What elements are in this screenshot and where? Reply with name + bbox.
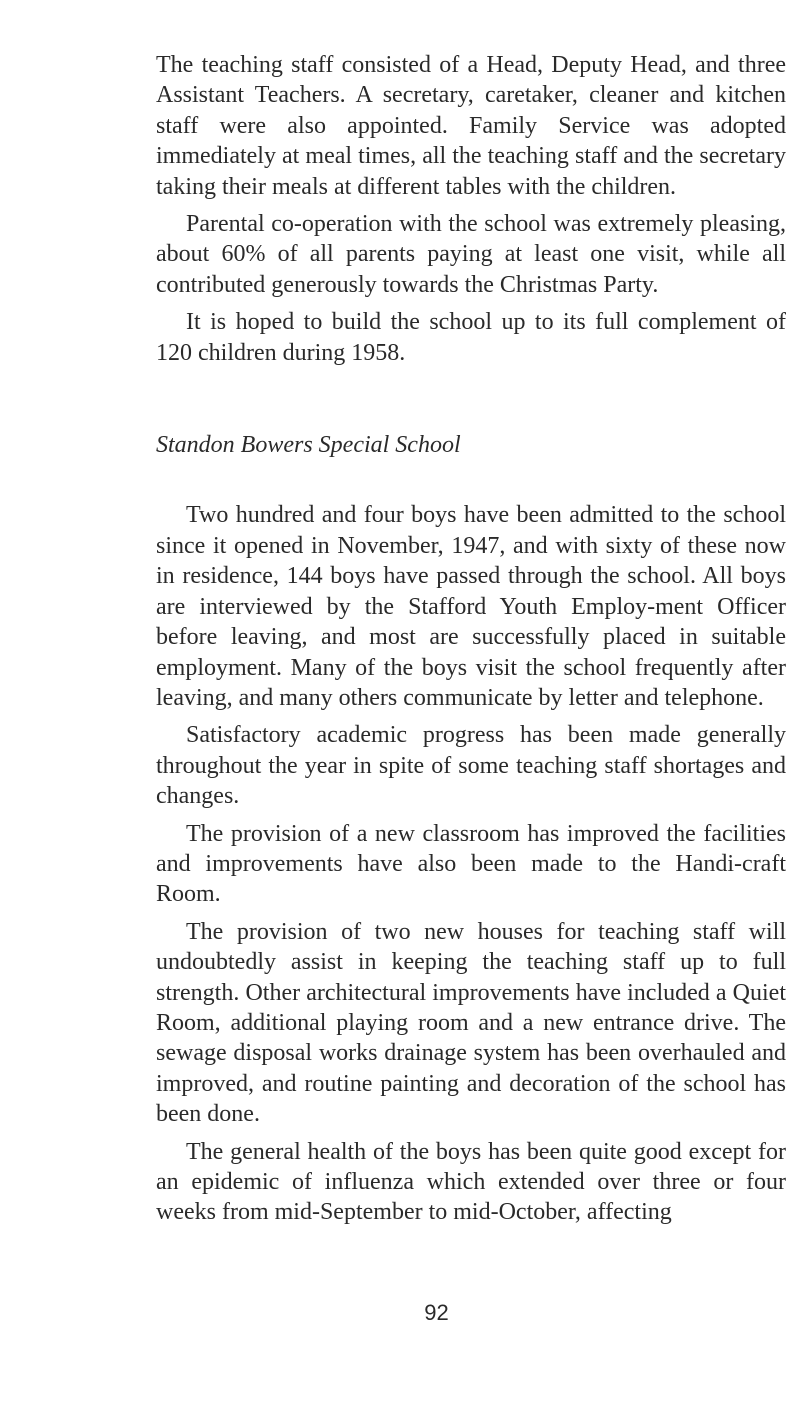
section-heading: Standon Bowers Special School	[156, 432, 461, 459]
paragraph-full-complement: It is hoped to build the school up to its full complement of 120 children during 1958.	[156, 309, 786, 366]
document-page	[156, 50, 786, 1228]
paragraph-new-classroom: The provision of a new classroom has improved the facilities and improvements have also been made to the Handi-craft Room.	[156, 820, 786, 908]
paragraph-general-health: The general health of the boys has been quite good except for an epidemic of influenza which extended over three or four weeks from mid-September to mid-October, affecting	[156, 1138, 786, 1226]
paragraph-new-houses: The provision of two new houses for teaching staff will undoubtedly assist in keeping the teaching staff up to full strength. Other architectural improvements have included a Quiet Room, additional playing room and a new entrance drive. The sewage disposal works drainage system has been overhauled and improved, and routine painting and decoration of the school has been done.	[156, 918, 786, 1128]
paragraph-teaching-staff: The teaching staff consisted of a Head, Deputy Head, and three Assistant Teachers. A secretary, caretaker, cleaner and kitchen staff were also appointed. Family Service was adopted immediately at meal times, all the teaching staff and the secretary taking their meals at different tables with the children.	[156, 52, 786, 200]
paragraph-academic-progress: Satisfactory academic progress has been made generally throughout the year in spite of some teaching staff shortages and changes.	[156, 722, 786, 810]
paragraph-parental-cooperation: Parental co-operation with the school was extremely pleasing, about 60% of all parents paying at least one visit, while all contributed generously towards the Christmas Party.	[156, 211, 786, 298]
paragraph-admissions: Two hundred and four boys have been admitted to the school since it opened in November, 1947, and with sixty of these now in residence, 144 boys have passed through the school. All boys are interviewed by the Stafford Youth Employ-ment Officer before leaving, and most are successfully placed in suitable employment. Many of the boys visit the school frequently after leaving, and many others communicate by letter and telephone.	[156, 502, 786, 711]
page-number: 92	[424, 1300, 449, 1325]
